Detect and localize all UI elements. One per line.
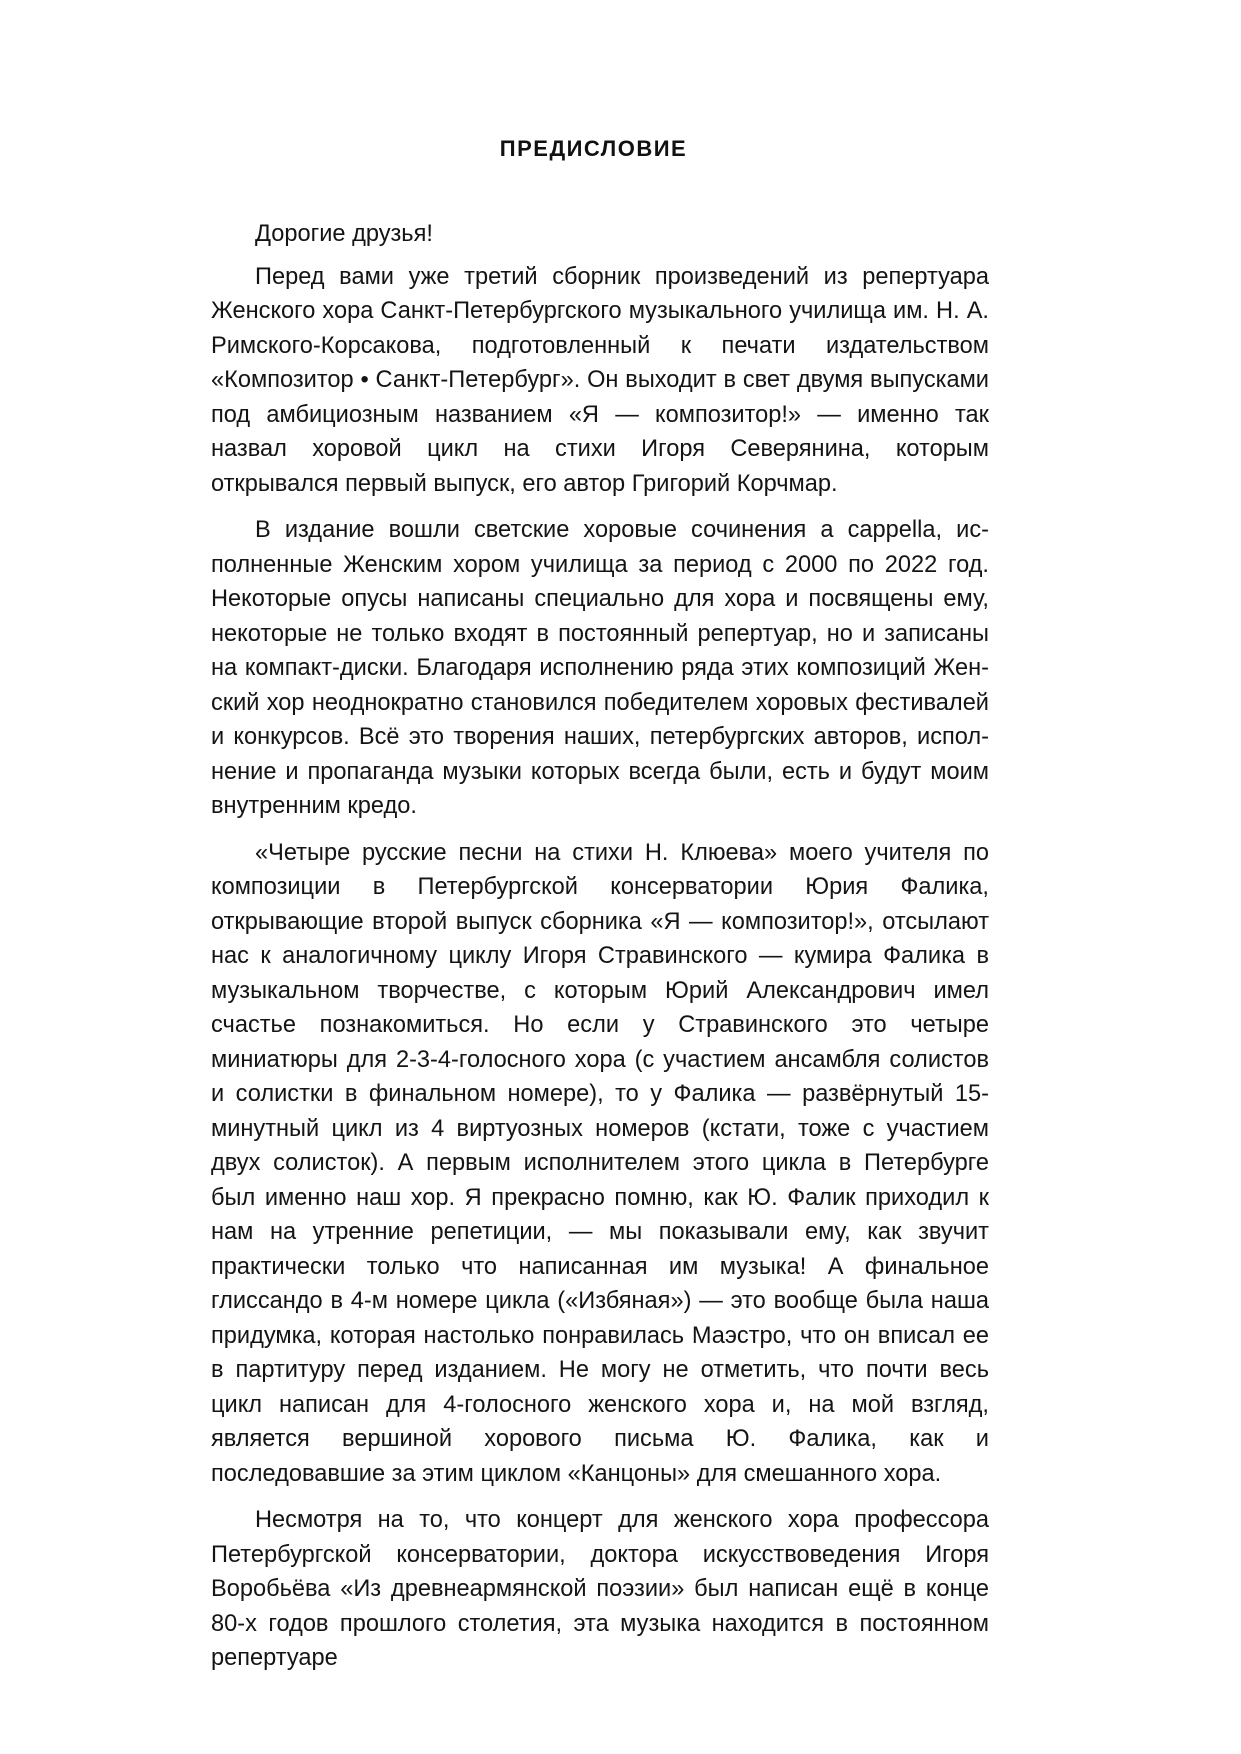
paragraph: «Четыре русские песни на стихи Н. Клюева» моего учителя по композиции в Петербургской консерватории Юрия Фалика, открывающие второй выпуск сборника «Я — композитор!», отсылают нас к аналогичному циклу Игоря Стравинского — кумира Фалика в музыкальном творчестве, с которым Юрий Александрович имел счастье познакомиться. Но если у Стравинского это четыре миниатюры для 2-3-4-голосного хора (с участием ансамбля солистов и солистки в финальном номере), то у Фалика — развёрнутый 15-минутный цикл из 4 виртуозных номеров (кстати, тоже с участием двух солисток). А первым исполнителем этого цикла в Петербурге был именно наш хор. Я прекрасно помню, как Ю. Фалик приходил к нам на утренние репетиции, — мы показывали ему, как звучит практически только что написанная им музыка! А финальное глиссандо в 4-м номере цикла («Избяная») — это вообще была наша придумка, которая настолько понравилась Маэстро, что он вписал ее в партитуру перед изданием. Не могу не отметить, что почти весь цикл написан для 4-голосного женского хора и, на мой взгляд, является вершиной хорового письма Ю. Фалика, как и последовавшие за этим циклом «Канцоны» для смешанного хора. [211, 839, 989, 1487]
paragraph: Перед вами уже третий сборник произведений из репертуара Женского хора Санкт-Петербургского музыкального училища им. Н. А. Римского-Корсакова, подготовленный к печати издательством «Композитор • Санкт-Петербург». Он выходит в свет двумя выпусками под амбициозным названием «Я — композитор!» — именно так назвал хоровой цикл на стихи Игоря Северянина, которым открывался первый выпуск, его автор Григорий Корчмар. [211, 263, 989, 497]
paragraph: Несмотря на то, что концерт для женского хора профессора Петербургской консерватории, доктора искусствоведения Игоря Воробьёва «Из древнеармянской поэзии» был написан ещё в конце 80-х годов прошлого столетия, эта музыка находится в постоянном репертуаре [211, 1507, 989, 1671]
page-title: ПРЕДИСЛОВИЕ [499, 136, 688, 161]
body-text [211, 217, 989, 1688]
salutation-paragraph: Дорогие друзья! [255, 221, 433, 247]
paragraph: В издание вошли светские хоровые сочинения a cappella, исполненные Женским хором училища за период с 2000 по 2022 год. Некоторые опусы написаны специально для хора и посвящены ему, некоторые не только входят в постоянный репертуар, но и записаны на компакт-диски. Благодаря исполнению ряда этих композиций Женский хор неоднократно становился победителем хоровых фестивалей и конкурсов. Всё это творения наших, петербургских авторов, исполнение и пропаганда музыки которых всегда были, есть и будут моим внутренним кредо. [211, 517, 989, 819]
